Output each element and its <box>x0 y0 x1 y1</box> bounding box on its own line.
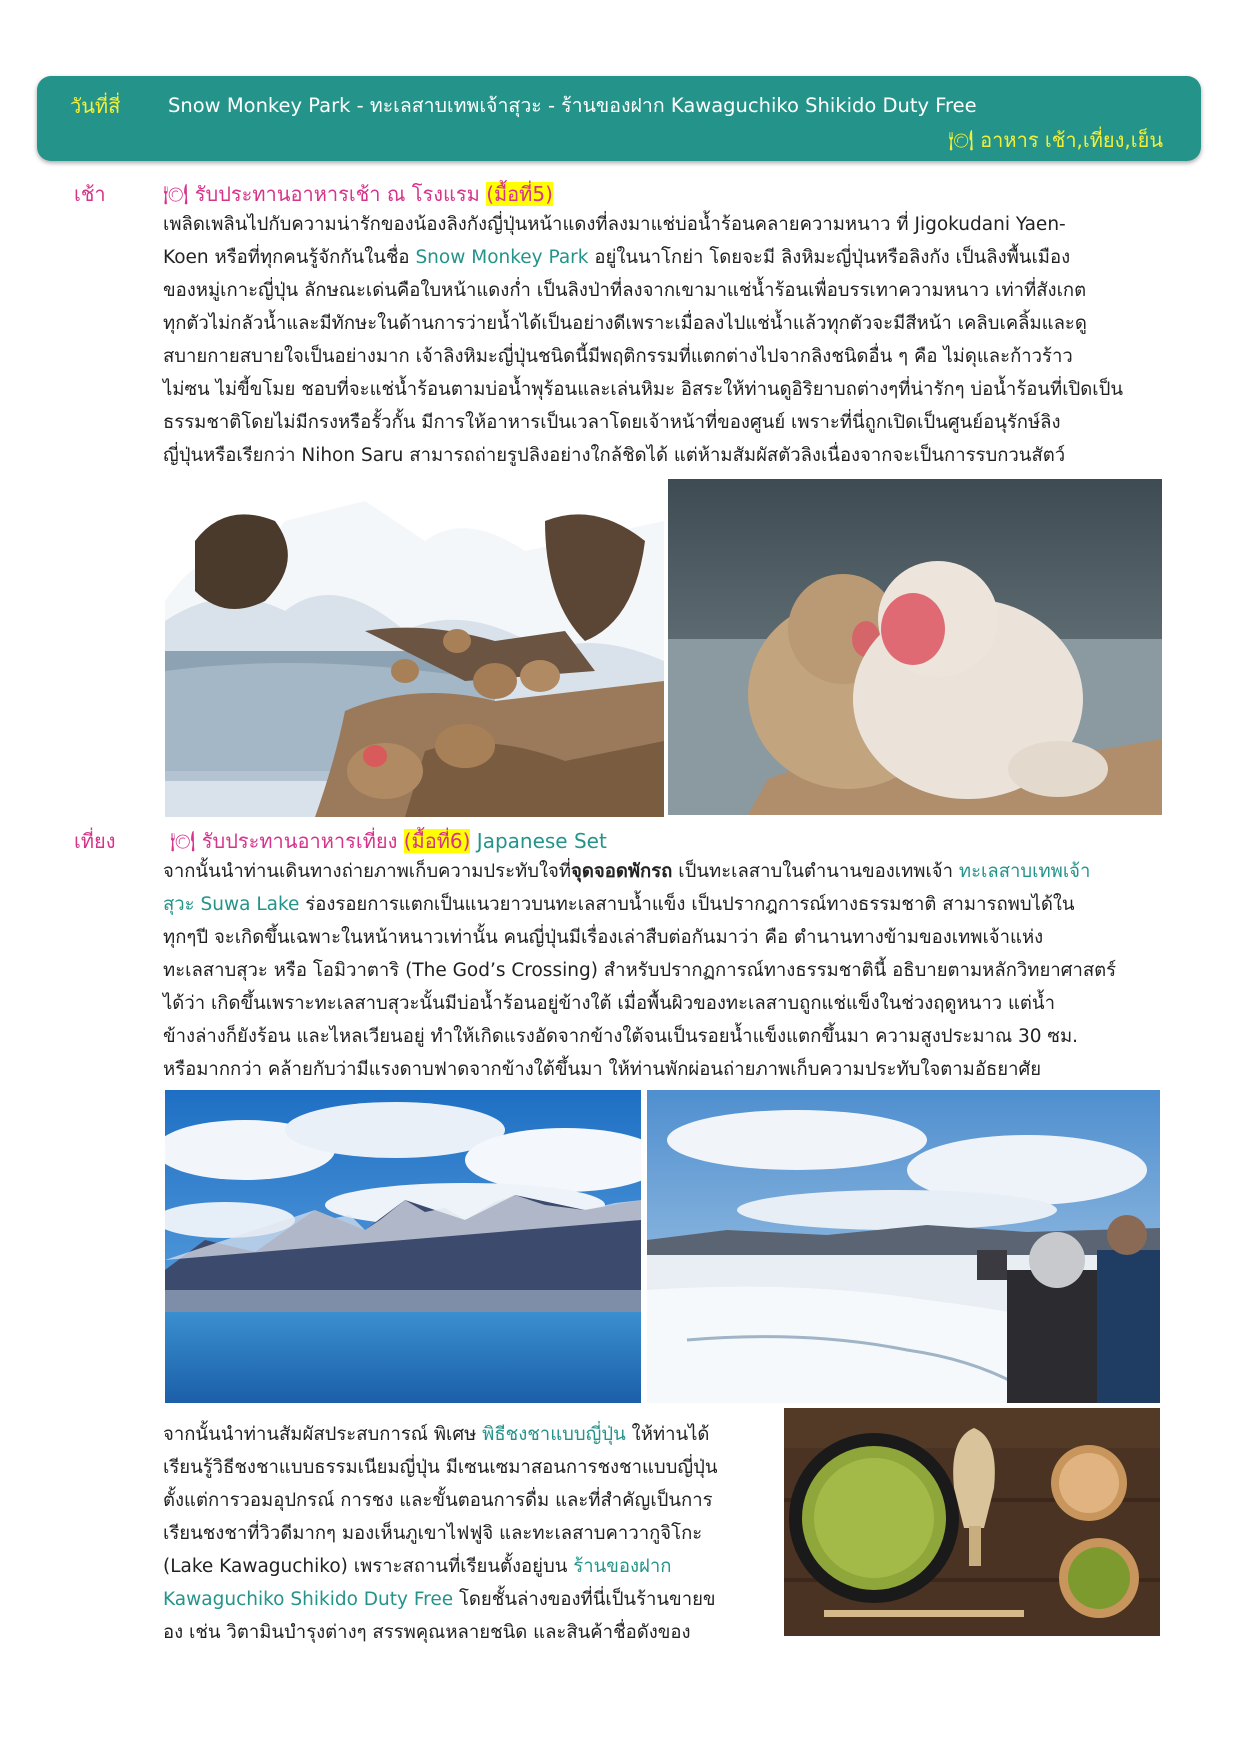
suwa-lake-link[interactable]: ทะเลสาบเทพเจ้า <box>958 861 1091 882</box>
meal-icon: 🍽 <box>163 182 189 206</box>
meals-summary: 🍽 อาหาร เช้า,เที่ยง,เย็น <box>948 128 1163 152</box>
shikido-duty-free-link[interactable]: Kawaguchiko Shikido Duty Free <box>163 1589 454 1610</box>
meal-number-badge: (มื้อที่6) <box>403 829 471 853</box>
meal-icon: 🍽 <box>170 829 196 853</box>
tea-ceremony-paragraph: จากนั้นนำท่านสัมผัสประสบการณ์ พิเศษ พิธีชงชาแบบญี่ปุ่น ให้ท่านได้ เรียนรู้วิธีชงชาแบบธรรมเนียมญี่ปุ่น มีเซนเซมาสอนการชงชาแบบญี่ปุ่น ตั้งแต่การวอมอุปกรณ์ การชง และขั้นตอนการดื่ม และที่สำคัญเป็นการ เรียนชงชาที่วิวดีมากๆ มองเห็นภูเขาไฟฟูจิ และทะเลสาบคาวากูจิโกะ (Lake Kawaguchiko) เพราะสถานที่เรียนตั้งอยู่บน ร้านของฝาก Kawaguchiko Shikido Duty Free โดยชั้นล่างของที่นี่เป็นร้านขายข อง เช่น วิตามินบำรุงต่างๆ สรรพคุณหลายชนิด และสินค้าชื่อดังของ <box>163 1424 718 1643</box>
meal-icon: 🍽 <box>948 128 974 152</box>
matcha-tea-set-photo <box>784 1408 1160 1636</box>
day-header-bar <box>37 76 1201 161</box>
snow-monkeys-hot-spring-photo <box>165 481 664 817</box>
snow-monkey-park-link[interactable]: Snow Monkey Park <box>415 247 589 268</box>
morning-paragraph: เพลิดเพลินไปกับความน่ารักของน้องลิงกังญี่ปุ่นหน้าแดงที่ลงมาแช่บ่อน้ำร้อนคลายความหนาว ที่ Jigokudani Yaen- Koen หรือที่ทุกคนรู้จักกันในชื่อ Snow Monkey Park อยู่ในนาโกย่า โดยจะมี ลิงหิมะญี่ปุ่นหรือลิงกัง เป็นลิงพื้นเมือง ของหมู่เกาะญี่ปุ่น ลักษณะเด่นคือใบหน้าแดงก่ำ เป็นลิงป่าที่ลงจากเขามาแช่น้ำร้อนเพื่อบรรเทาความหนาว เท่าที่สังเกต ทุกตัวไม่กลัวน้ำและมีทักษะในด้านการว่ายน้ำได้เป็นอย่างดีเพราะเมื่อลงไปแช่น้ำแล้วทุกตัวจะมีสีหน้า เคลิบเคลิ้มและดู สบายกายสบายใจเป็นอย่างมาก เจ้าลิงหิมะญี่ปุ่นชนิดนี้มีพฤติกรรมที่แตกต่างไปจากลิงชนิดอื่น ๆ คือ ไม่ดุและก้าวร้าว ไม่ซน ไม่ขี้ขโมย ชอบที่จะแช่น้ำร้อนตามบ่อน้ำพุร้อนและเล่นหิมะ อิสระให้ท่านดูอิริยาบถต่างๆที่น่ารักๆ บ่อน้ำร้อนที่เปิดเป็น ธรรมชาติโดยไม่มีกรงหรือรั้วกั้น มีการให้อาหารเป็นเวลาโดยเจ้าหน้าที่ของศูนย์ เพราะที่นี่ถูกเปิดเป็นศูนย์อนุรักษ์ลิง ญี่ปุ่นหรือเรียกว่า Nihon Saru สามารถถ่ายรูปลิงอย่างใกล้ชิดได้ แต่ห้ามสัมผัสตัวลิงเนื่องจากจะเป็นการรบกวนสัตว์ <box>163 214 1123 466</box>
suwa-lake-mountains-photo <box>165 1090 641 1403</box>
souvenir-shop-link[interactable]: ร้านของฝาก <box>573 1556 672 1577</box>
meal-number-badge: (มื้อที่5) <box>486 182 553 206</box>
noon-label: เที่ยง <box>74 829 116 853</box>
breakfast-line: 🍽 รับประทานอาหารเช้า ณ โรงแรม (มื้อที่5) <box>163 182 553 206</box>
day-title: Snow Monkey Park - ทะเลสาบเทพเจ้าสุวะ - ร้านของฝาก Kawaguchiko Shikido Duty Free <box>168 94 977 117</box>
noon-paragraph: จากนั้นนำท่านเดินทางถ่ายภาพเก็บความประทับใจที่จุดจอดพักรถ เป็นทะเลสาบในตำนานของเทพเจ้า ทะเลสาบเทพเจ้า สุวะ Suwa Lake ร่องรอยการแตกเป็นแนวยาวบนทะเลสาบน้ำแข็ง เป็นปรากฎการณ์ทางธรรมชาติ สามารถพบได้ใน ทุกๆปี จะเกิดขึ้นเฉพาะในหน้าหนาวเท่านั้น คนญี่ปุ่นมีเรื่องเล่าสืบต่อกันมาว่า คือ ตำนานทางข้ามของเทพเจ้าแห่ง ทะเลสาบสุวะ หรือ โอมิวาตาริ (The God’s Crossing) สำหรับปรากฏการณ์ทางธรรมชาตินี้ อธิบายตามหลักวิทยาศาสตร์ ได้ว่า เกิดขึ้นเพราะทะเลสาบสุวะนั้นมีบ่อน้ำร้อนอยู่ข้างใต้ เมื่อพื้นผิวของทะเลสาบถูกแช่แข็งในช่วงฤดูหนาว แต่น้ำ ข้างล่างก็ยังร้อน และไหลเวียนอยู่ ทำให้เกิดแรงอัดจากข้างใต้จนเป็นรอยน้ำแข็งแตกขึ้นมา ความสูงประมาณ 30 ซม. หรือมากกว่า คล้ายกับว่ามีแรงดาบฟาดจากข้างใต้ขึ้นมา ให้ท่านพักผ่อนถ่ายภาพเก็บความประทับใจตามอัธยาศัย <box>163 861 1117 1080</box>
lunch-line: 🍽 รับประทานอาหารเที่ยง (มื้อที่6) Japanese Set <box>170 829 607 853</box>
frozen-lake-visitors-photo <box>647 1090 1160 1403</box>
day-label: วันที่สี่ <box>70 94 121 118</box>
morning-label: เช้า <box>74 182 106 206</box>
tea-ceremony-link[interactable]: พิธีชงชาแบบญี่ปุ่น <box>482 1424 626 1445</box>
suwa-lake-link-cont[interactable]: สุวะ Suwa Lake <box>163 894 300 915</box>
monkeys-cuddling-photo <box>668 479 1162 815</box>
